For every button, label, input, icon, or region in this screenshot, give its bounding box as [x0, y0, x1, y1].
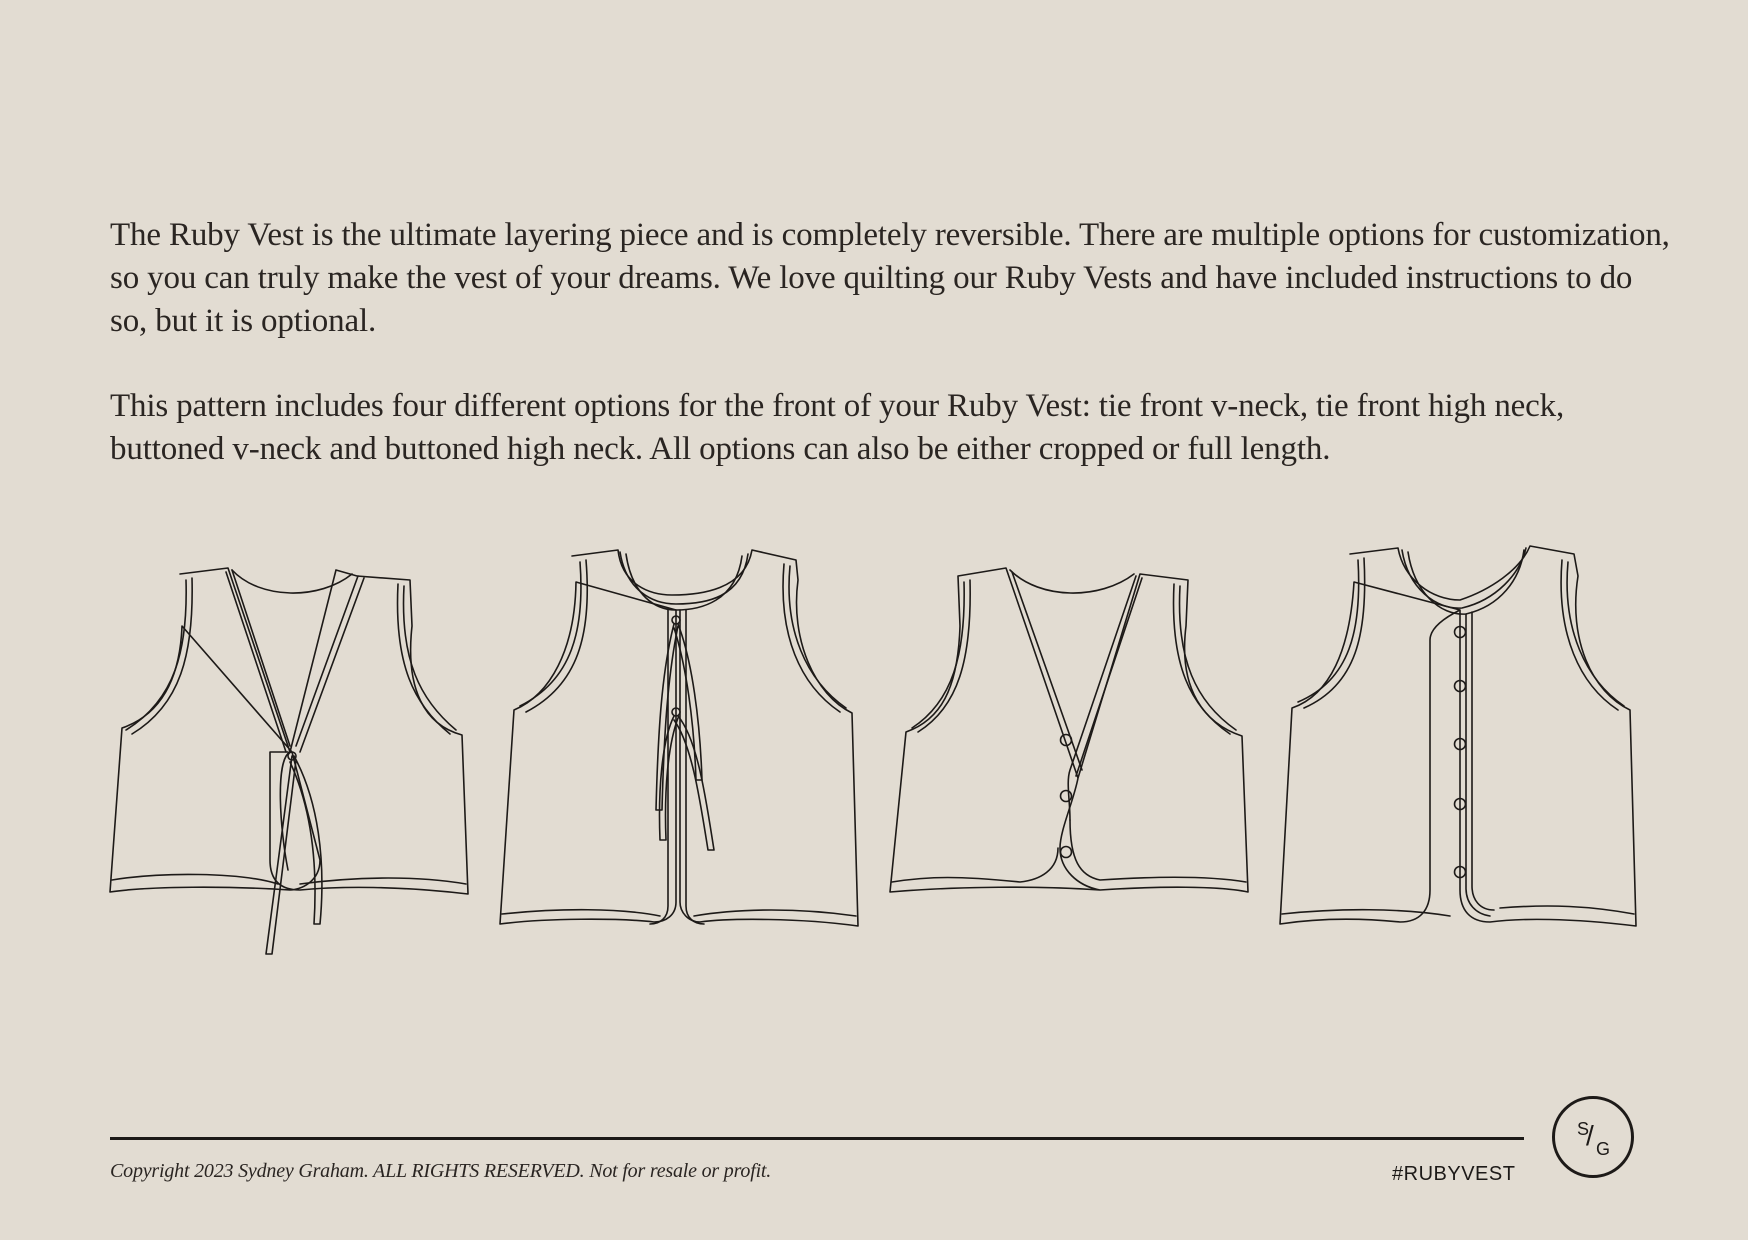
- vest-illustrations: [0, 530, 1748, 970]
- tie-front-high-neck-vest-icon: [500, 550, 858, 926]
- copyright-notice: Copyright 2023 Sydney Graham. ALL RIGHTS RESERVED. Not for resale or profit.: [110, 1160, 772, 1182]
- logo-letter-g: G: [1596, 1139, 1611, 1159]
- logo-slash: /: [1586, 1120, 1594, 1151]
- intro-text: [110, 214, 1670, 513]
- button-icon: [1061, 847, 1072, 858]
- footer-divider: [110, 1137, 1524, 1140]
- tie-front-v-neck-vest-icon: [110, 568, 468, 954]
- logo-letter-s: S: [1577, 1119, 1590, 1139]
- sg-logo: [1552, 1096, 1634, 1178]
- intro-paragraph-2: This pattern includes four different options for the front of your Ruby Vest: tie front v-neck, tie front high neck, buttoned v-neck and buttoned high neck. All options can also be either cropped or full length.: [110, 388, 1565, 467]
- hashtag: #RUBYVEST: [1392, 1163, 1516, 1185]
- buttoned-v-neck-vest-icon: [890, 568, 1248, 892]
- button-icon: [1061, 791, 1072, 802]
- buttoned-high-neck-vest-icon: [1280, 546, 1636, 926]
- intro-paragraph-1: The Ruby Vest is the ultimate layering piece and is completely reversible. There are multiple options for customization, so you can truly make the vest of your dreams. We love quilting our Ruby Vests and have included instructions to do so, but it is optional.: [110, 217, 1670, 339]
